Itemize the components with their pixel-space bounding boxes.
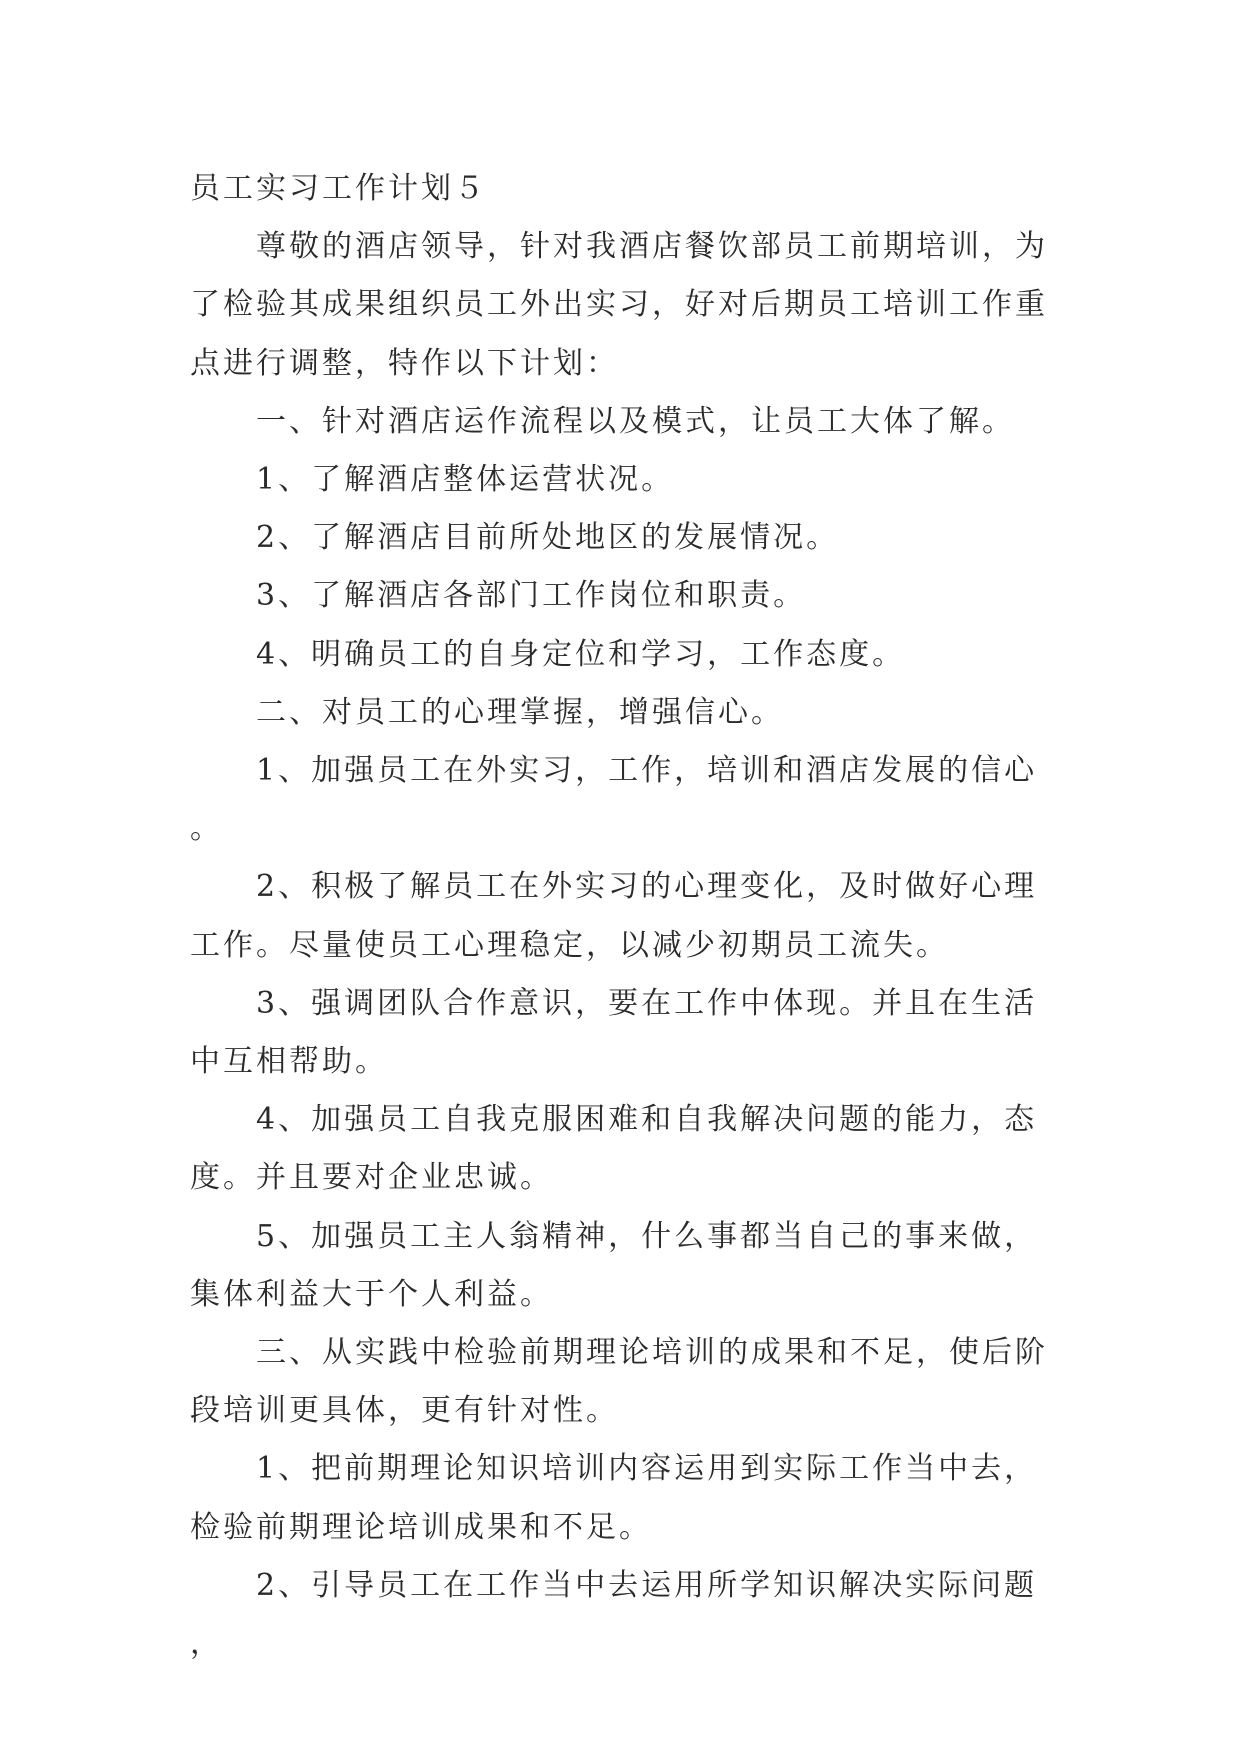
section-heading-3: 三、从实践中检验前期理论培训的成果和不足，使后阶段培训更具体，更有针对性。 bbox=[190, 1335, 1048, 1429]
document-title: 员工实习工作计划５ bbox=[190, 171, 487, 206]
list-item: 2、了解酒店目前所处地区的发展情况。 bbox=[256, 520, 840, 556]
list-item: 5、加强员工主人翁精神，什么事都当自己的事来做，集体利益大于个人利益。 bbox=[190, 1218, 1038, 1312]
paragraph-intro: 尊敬的酒店领导，针对我酒店餐饮部员工前期培训，为了检验其成果组织员工外出实习，好对后期员工培训工作重点进行调整，特作以下计划： bbox=[190, 229, 1048, 381]
list-item: 1、把前期理论知识培训内容运用到实际工作当中去，检验前期理论培训成果和不足。 bbox=[190, 1451, 1038, 1545]
list-item: 3、了解酒店各部门工作岗位和职责。 bbox=[256, 578, 807, 614]
list-item: 1、了解酒店整体运营状况。 bbox=[256, 462, 675, 498]
section-heading-1: 一、针对酒店运作流程以及模式，让员工大体了解。 bbox=[256, 403, 1015, 439]
list-item: 4、明确员工的自身定位和学习，工作态度。 bbox=[256, 636, 906, 672]
section-heading-2: 二、对员工的心理掌握，增强信心。 bbox=[256, 694, 784, 730]
document-body bbox=[190, 160, 1070, 1673]
list-item: 3、强调团队合作意识，要在工作中体现。并且在生活中互相帮助。 bbox=[190, 985, 1038, 1080]
list-item: 2、引导员工在工作当中去运用所学知识解决实际问题， bbox=[190, 1567, 1038, 1662]
list-item: 4、加强员工自我克服困难和自我解决问题的能力，态度。并且要对企业忠诚。 bbox=[190, 1102, 1038, 1196]
list-item: 1、加强员工在外实习，工作，培训和酒店发展的信心。 bbox=[190, 753, 1038, 847]
list-item: 2、积极了解员工在外实习的心理变化，及时做好心理工作。尽量使员工心理稳定，以减少初期员工流失。 bbox=[190, 869, 1038, 963]
